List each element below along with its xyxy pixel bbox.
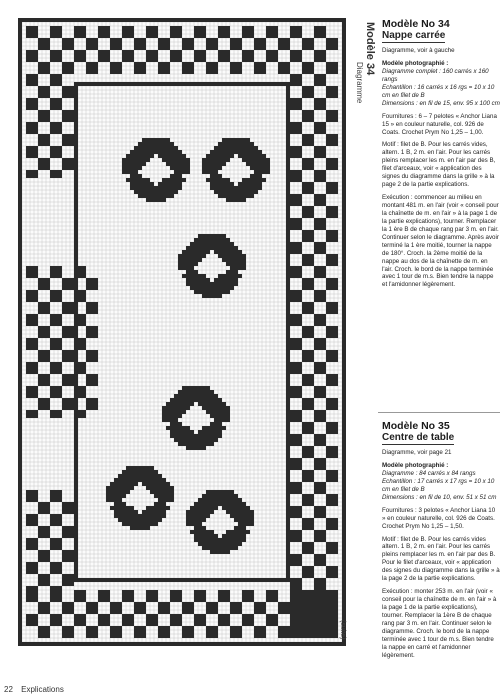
model35-section bbox=[382, 420, 500, 665]
vertical-caption bbox=[350, 22, 380, 162]
section-divider bbox=[378, 412, 500, 413]
model35-photo-label: Modèle photographié : bbox=[382, 462, 449, 469]
model34-photo-line: Dimensions : en fil de 15, env. 95 x 100 cm bbox=[382, 99, 500, 107]
model35-execution: Exécution : monter 253 m. en l'air (voir « conseil pour la chaînette de m. en l'air » à la page 1 de la partie explications), tourner. Remplacer la 1ère B de chaque rang par 3 m. en l'air. Continuer selon le diagramme. Croch. le bord de la nappe terminée avec 1 tour de m.s. Bien tendre la nappe en carré et l'amidonner légèrement. bbox=[382, 588, 497, 659]
model35-diagram-ref: Diagramme, voir page 21 bbox=[382, 449, 452, 457]
model34-execution: Exécution : commencer au milieu en montant 481 m. en l'air (voir « conseil pour la chaînette de m. en l'air » à la page 1 de la partie explications), tourner. Remplacer la 1 ère B de chaque rang par 3 m. en l'air. Continuer selon le diagramme. Après avoir terminé la 1 ère moitié, tourner la nappe de 180°. Croch. la 2ème moitié de la nappe au dos de la chaînette de m. en l'air. Croch. le bord de la nappe terminée avec 1 tour de m.s. Bien tendre la nappe et l'amidonner légèrement. bbox=[382, 194, 499, 289]
model34-title: Modèle No 34 bbox=[382, 18, 450, 30]
model34-diagram-ref: Diagramme, voir à gauche bbox=[382, 47, 455, 55]
filet-chart-svg bbox=[18, 18, 346, 646]
model35-photo bbox=[382, 462, 500, 502]
model35-subtitle: Centre de table bbox=[382, 432, 455, 444]
model35-photo-line: Diagramme : 84 carrés x 84 rangs bbox=[382, 469, 476, 477]
page-footer bbox=[4, 685, 70, 694]
model34-motif: Motif : filet de B. Pour les carrés vides, altern. 1 B, 2 m. en l'air. Pour les carrés pleins remplacer les m. en l'air par des B, filet d'arceaux, voir « application des signes du diagramme dans la grille » à la page 2 de la partie explications. bbox=[382, 141, 496, 189]
vertical-diagram-label: Diagramme bbox=[355, 62, 364, 104]
model34-fournitures: Fournitures : 6 – 7 pelotes « Anchor Liana 15 » en couleur naturelle, col. 926 de Coats. Crochet Prym No 1,25 – 1,00. bbox=[382, 112, 497, 136]
model34-section bbox=[382, 18, 500, 294]
continuation-note: (suite) bbox=[339, 620, 346, 640]
model34-photo-line: Diagramme complet : 160 carrés x 160 rangs bbox=[382, 67, 489, 83]
model34-subtitle: Nappe carrée bbox=[382, 30, 446, 42]
section-name: Explications bbox=[21, 685, 64, 694]
model34-photo-label: Modèle photographié : bbox=[382, 60, 449, 67]
page-number: 22 bbox=[4, 685, 13, 694]
vertical-model-label: Modèle 34 bbox=[364, 22, 376, 76]
model34-photo-line: Echantillon : 16 carrés x 16 rgs = 10 x 10 cm en filet de B bbox=[382, 83, 495, 99]
model35-motif: Motif : filet de B. Pour les carrés vides altern. 1 B, 2 m. en l'air. Pour les carrés pleins remplacer les m. en l'air par des B. Pour le filet d'arceaux, voir « application des signes du diagramme dans la grille » à la page 2 de la partie explications. bbox=[382, 535, 500, 583]
filet-diagram bbox=[18, 18, 346, 646]
model35-photo-line: Echantillon : 17 carrés x 17 rgs = 10 x 10 cm en filet de B bbox=[382, 477, 495, 493]
model35-title: Modèle No 35 bbox=[382, 420, 450, 432]
model35-photo-line: Dimensions : en fil de 10, env. 51 x 51 cm bbox=[382, 493, 497, 501]
model34-photo bbox=[382, 60, 500, 108]
model35-fournitures: Fournitures : 3 pelotes « Anchor Liana 10 » en couleur naturelle, col. 926 de Coats. Crochet Prym No 1,25 – 1,50. bbox=[382, 506, 496, 530]
